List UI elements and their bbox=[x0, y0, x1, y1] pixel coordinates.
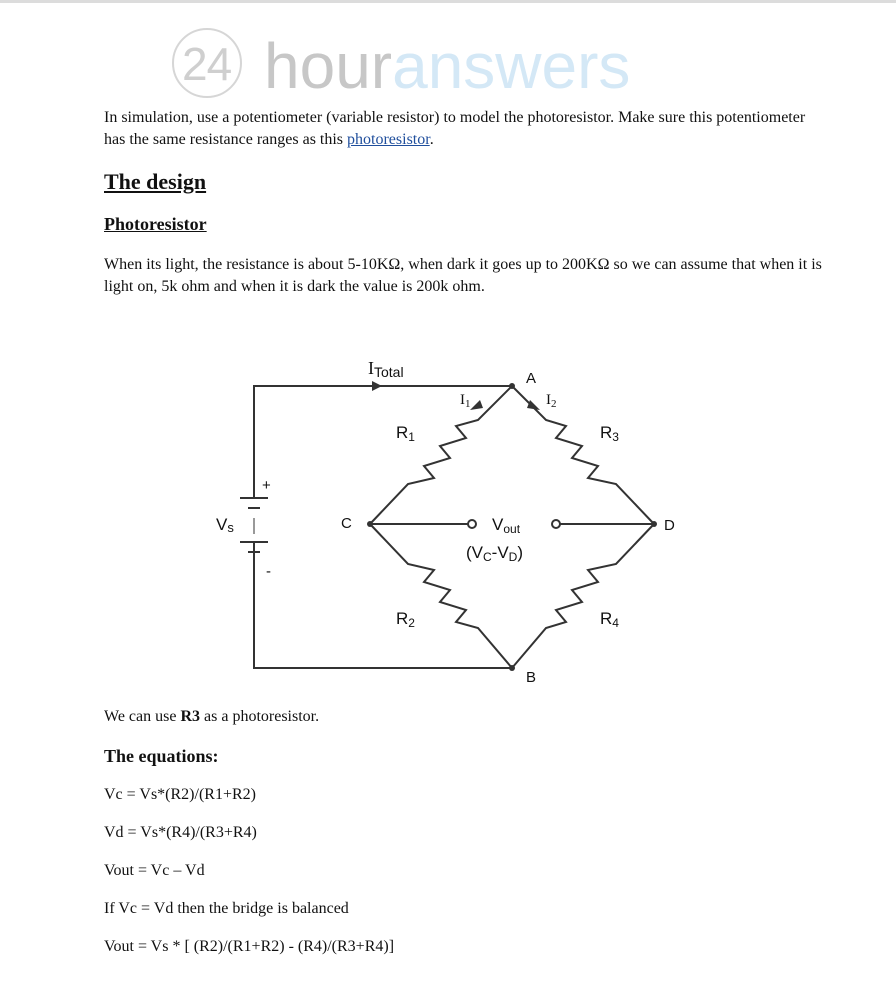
node-c-label: C bbox=[341, 515, 352, 532]
node-a-label: A bbox=[526, 370, 537, 387]
r3-note bbox=[104, 706, 824, 728]
r4-label: R4 bbox=[600, 609, 619, 630]
r3-note-pre: We can use bbox=[104, 708, 181, 725]
r1-label: R1 bbox=[396, 423, 415, 444]
node-a-dot bbox=[509, 383, 515, 389]
battery-plus: + bbox=[262, 477, 271, 494]
logo-word-answers: answers bbox=[392, 30, 631, 102]
logo-number: 24 bbox=[182, 38, 232, 90]
top-border bbox=[0, 0, 896, 3]
equation-vc: Vc = Vs*(R2)/(R1+R2) bbox=[104, 786, 256, 803]
i2-arrow bbox=[527, 400, 540, 410]
i1-label: $I_1$ bbox=[460, 392, 471, 410]
i1-arrow bbox=[470, 400, 483, 410]
vc-minus-vd-label: (VC-VD) bbox=[466, 543, 524, 564]
resistor-r4 bbox=[512, 524, 654, 668]
intro-paragraph bbox=[104, 107, 824, 151]
node-c-dot bbox=[367, 521, 373, 527]
equation-vout-full: Vout = Vs * [ (R2)/(R1+R2) - (R4)/(R3+R4)] bbox=[104, 938, 395, 955]
intro-tail: . bbox=[429, 131, 434, 148]
heading-photoresistor: Photoresistor bbox=[104, 214, 207, 234]
r3-note-bold: R3 bbox=[180, 708, 201, 725]
itotal-label: ITotal bbox=[368, 358, 404, 380]
r3-note-post: as a photoresistor. bbox=[200, 708, 320, 725]
r2-label: R2 bbox=[396, 609, 415, 630]
equation-vout: Vout = Vc – Vd bbox=[104, 862, 205, 879]
logo-wordmark bbox=[264, 28, 630, 104]
vout-terminal-left bbox=[468, 520, 476, 528]
wire-top bbox=[254, 386, 512, 498]
i2-label: $I_2$ bbox=[546, 392, 557, 410]
logo-word-hour: hour bbox=[264, 30, 393, 102]
equation-balanced: If Vc = Vd then the bridge is balanced bbox=[104, 900, 349, 917]
vout-terminal-right bbox=[552, 520, 560, 528]
r3-label: R3 bbox=[600, 423, 619, 444]
heading-equations: The equations: bbox=[104, 746, 219, 766]
vs-label: Vs bbox=[216, 515, 234, 535]
vout-label: Vout bbox=[492, 515, 521, 536]
battery-minus: - bbox=[266, 563, 271, 580]
node-d-dot bbox=[651, 521, 657, 527]
node-b-dot bbox=[509, 665, 515, 671]
equation-vd: Vd = Vs*(R4)/(R3+R4) bbox=[104, 824, 257, 841]
node-b-label: B bbox=[526, 669, 537, 686]
intro-text: In simulation, use a potentiometer (variable resistor) to model the photoresistor. Make sure this potentiometer has the same resistance ranges as this bbox=[104, 109, 806, 148]
site-logo[interactable] bbox=[172, 28, 732, 108]
resistor-r1 bbox=[370, 386, 512, 524]
heading-the-design: The design bbox=[104, 169, 207, 194]
itotal-arrow bbox=[372, 381, 382, 391]
node-d-label: D bbox=[664, 517, 675, 534]
wheatstone-bridge-diagram bbox=[200, 352, 700, 692]
light-dark-paragraph: When its light, the resistance is about 5-10KΩ, when dark it goes up to 200KΩ so we can assume that when it is light on, 5k ohm and when it is dark the value is 200k ohm. bbox=[104, 256, 822, 295]
photoresistor-link[interactable]: photoresistor bbox=[347, 131, 430, 148]
